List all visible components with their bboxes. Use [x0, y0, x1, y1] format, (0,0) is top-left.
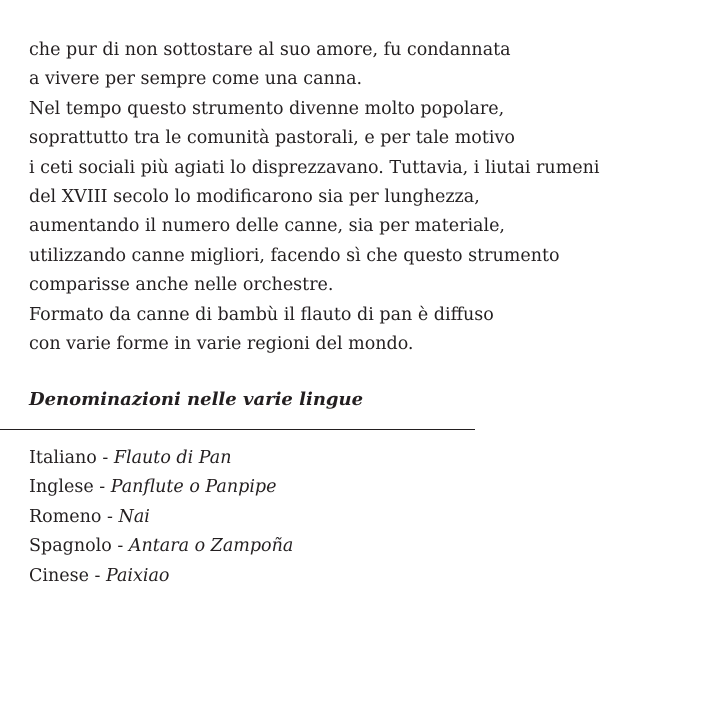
paragraph-line: che pur di non sottostare al suo amore, fu condannata	[29, 40, 511, 60]
separator: -	[96, 448, 114, 468]
separator: -	[101, 506, 119, 527]
paragraph-line: soprattutto tra le comunità pastorali, e per tale motivo	[29, 128, 515, 149]
section-divider	[0, 429, 475, 430]
language-list	[29, 444, 293, 591]
paragraph-line: a vivere per sempre come una canna.	[29, 69, 363, 90]
paragraph-line: con varie forme in varie regioni del mondo.	[29, 334, 414, 355]
language-name: Italiano	[29, 448, 97, 468]
language-name: Cinese	[29, 565, 89, 586]
language-term: Nai	[118, 506, 150, 527]
language-name: Inglese	[29, 477, 94, 498]
language-item-romeno	[29, 503, 293, 532]
language-term: Paixiao	[106, 565, 170, 586]
body-paragraph	[29, 36, 629, 359]
separator: -	[93, 477, 111, 498]
language-name: Spagnolo	[29, 536, 112, 557]
language-term: Panflute o Panpipe	[110, 477, 277, 498]
language-item-inglese	[29, 473, 293, 502]
paragraph-line: Nel tempo questo strumento divenne molto popolare,	[29, 98, 505, 119]
paragraph-line: utilizzando canne migliori, facendo sì che questo strumento	[29, 245, 560, 266]
paragraph-line: comparisse anche nelle orchestre.	[29, 275, 334, 296]
language-item-spagnolo	[29, 532, 293, 561]
paragraph-line: del XVIII secolo lo modificarono sia per lunghezza,	[29, 187, 480, 208]
language-term: Antara o Zampoña	[128, 536, 294, 557]
language-name: Romeno	[29, 506, 102, 527]
separator: -	[88, 565, 106, 586]
paragraph-line: i ceti sociali più agiati lo disprezzavano. Tuttavia, i liutai rumeni	[29, 157, 600, 178]
language-term: Flauto di Pan	[113, 448, 232, 468]
language-item-cinese	[29, 562, 293, 591]
paragraph-line: Formato da canne di bambù il flauto di pan è diffuso	[29, 304, 494, 325]
paragraph-line: aumentando il numero delle canne, sia per materiale,	[29, 216, 505, 237]
separator: -	[111, 536, 129, 557]
language-item-italiano	[29, 444, 293, 473]
section-heading: Denominazioni nelle varie lingue	[29, 389, 364, 410]
